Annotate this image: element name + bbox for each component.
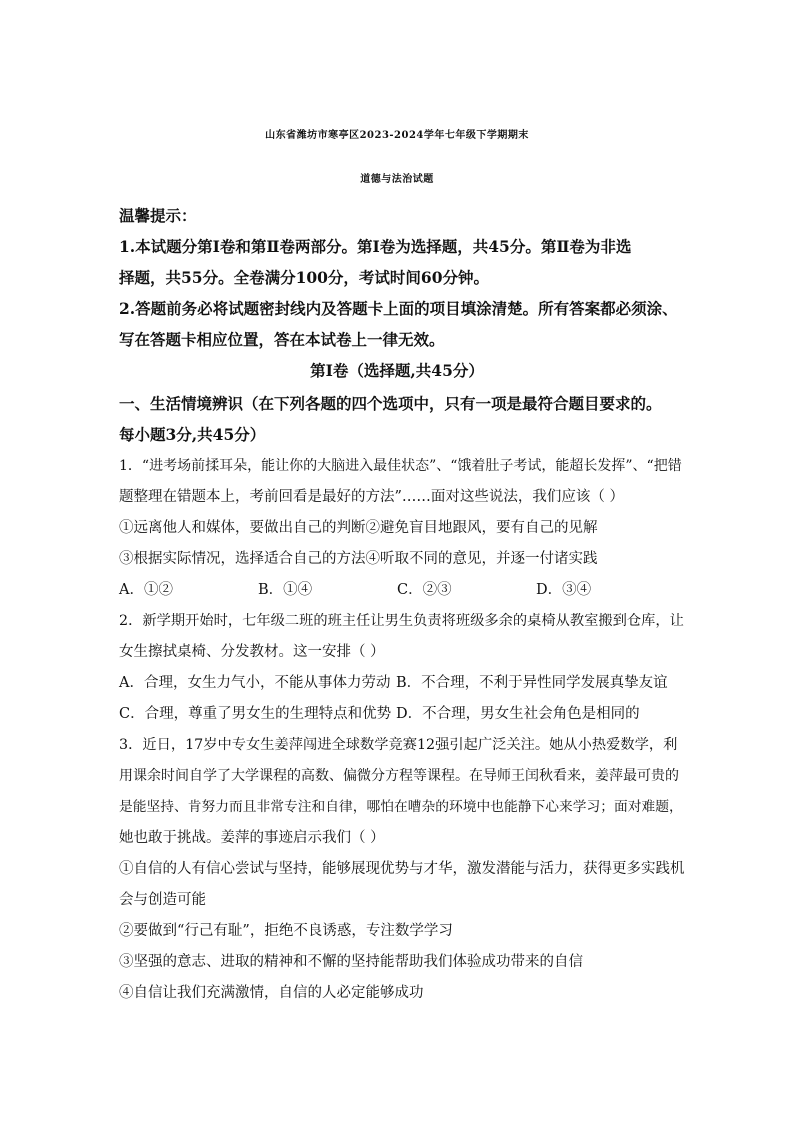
question-2-option-d: D．不合理，男女生社会角色是相同的 bbox=[396, 706, 640, 722]
question-3-statement: 会与创造可能 bbox=[119, 892, 206, 908]
tips-line: 2.答题前务必将试题密封线内及答题卡上面的项目填涂清楚。所有答案都必须涂、 bbox=[119, 299, 678, 318]
question-2-option-c: C．合理，尊重了男女生的生理特点和优势 bbox=[119, 706, 392, 722]
question-2-option-b: B．不合理，不利于异性同学发展真挚友谊 bbox=[396, 675, 668, 691]
tips-line: 择题，共55分。全卷满分100分，考试时间60分钟。 bbox=[119, 268, 489, 287]
question-1-option-b: B．①④ bbox=[258, 582, 313, 598]
question-1-stem: 1．“进考场前揉耳朵，能让你的大脑进入最佳状态”、“饿着肚子考试，能超长发挥”、“把错 bbox=[119, 458, 682, 474]
question-1-statement: ①远离他人和媒体，要做出自己的判断②避免盲目地跟风，要有自己的见解 bbox=[119, 520, 598, 536]
question-3-stem: 用课余时间自学了大学课程的高数、偏微分方程等课程。在导师王闰秋看来，姜萍最可贵的 bbox=[119, 768, 679, 784]
tips-line: 1.本试题分第Ⅰ卷和第Ⅱ卷两部分。第Ⅰ卷为选择题，共45分。第Ⅱ卷为非选 bbox=[119, 237, 632, 256]
question-3-statement: ②要做到“行己有耻”，拒绝不良诱惑，专注数学学习 bbox=[119, 923, 453, 939]
question-2-stem: 女生擦拭桌椅、分发教材。这一安排（ ） bbox=[119, 644, 385, 660]
question-3-statement: ④自信让我们充满激情，自信的人必定能够成功 bbox=[119, 985, 424, 1001]
question-2-option-a: A．合理，女生力气小，不能从事体力劳动 bbox=[119, 675, 391, 691]
question-1-option-c: C．②③ bbox=[397, 582, 452, 598]
question-3-statement: ③坚强的意志、进取的精神和不懈的坚持能帮助我们体验成功带来的自信 bbox=[119, 954, 583, 970]
part-heading: 第Ⅰ卷（选择题,共45分） bbox=[310, 361, 484, 380]
question-3-statement: ①自信的人有信心尝试与坚持，能够展现优势与才华，激发潜能与活力，获得更多实践机 bbox=[119, 861, 685, 877]
question-1-statement: ③根据实际情况，选择适合自己的方法④听取不同的意见，并逐一付诸实践 bbox=[119, 551, 598, 567]
question-1-option-d: D．③④ bbox=[536, 582, 592, 598]
question-3-stem: 她也敢于挑战。姜萍的事迹启示我们（ ） bbox=[119, 830, 385, 846]
question-3-stem: 是能坚持、肯努力而且非常专注和自律，哪怕在嘈杂的环境中也能静下心来学习；面对难题， bbox=[119, 799, 683, 815]
exam-subtitle: 道德与法治试题 bbox=[360, 174, 434, 185]
question-1-stem: 题整理在错题本上，考前回看是最好的方法”……面对这些说法，我们应该（ ） bbox=[119, 489, 625, 505]
exam-title: 山东省潍坊市寒亭区2023-2024学年七年级下学期期末 bbox=[265, 130, 529, 141]
tips-line: 写在答题卡相应位置，答在本试卷上一律无效。 bbox=[119, 330, 445, 349]
question-2-stem: 2．新学期开始时，七年级二班的班主任让男生负责将班级多余的桌椅从教室搬到仓库，让 bbox=[119, 613, 684, 629]
question-1-option-a: A．①② bbox=[119, 582, 173, 598]
question-3-stem: 3．近日，17岁中专女生姜萍闯进全球数学竞赛12强引起广泛关注。她从小热爱数学，利 bbox=[119, 737, 678, 753]
section-heading: 每小题3分,共45分） bbox=[119, 425, 266, 444]
tips-heading: 温馨提示： bbox=[119, 206, 197, 225]
section-heading: 一、生活情境辨识（在下列各题的四个选项中，只有一项是最符合题目要求的。 bbox=[119, 394, 662, 413]
